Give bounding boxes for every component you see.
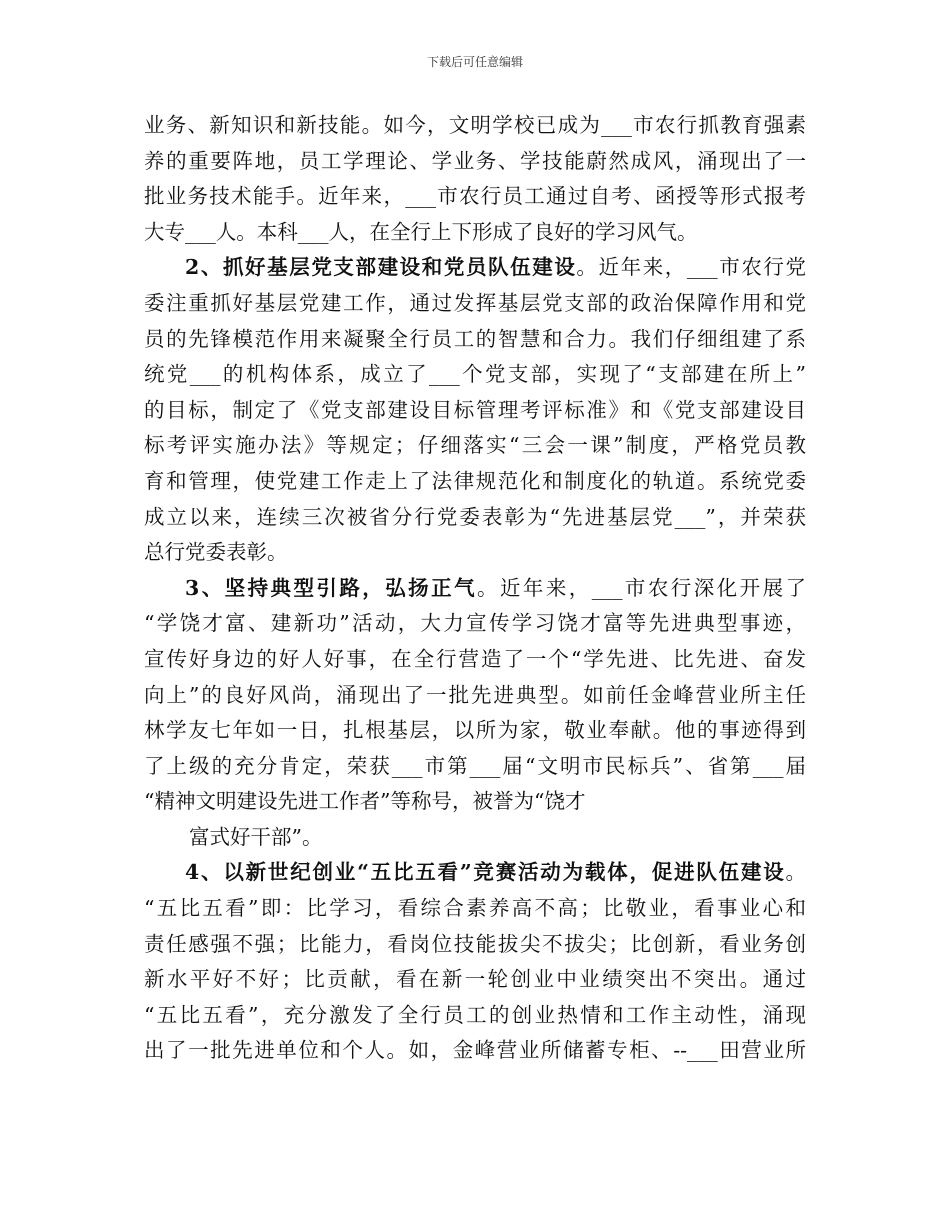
text-line: 员的先锋模范作用来凝聚全行员工的智慧和合力。我们仔细组建了系 (144, 326, 806, 351)
text-line: 委注重抓好基层党建工作，通过发挥基层党支部的政治保障作用和党 (144, 290, 806, 315)
text-line: 责任感强不强；比能力，看岗位技能拔尖不拔尖；比创新，看业务创 (144, 931, 806, 956)
text-line: “学饶才富、建新功”活动，大力宣传学习饶才富等先进典型事迹， (144, 611, 806, 636)
section-heading-2: 2、抓好基层党支部建设和党员队伍建设 (185, 255, 577, 280)
section-heading-rest: 。近年来，___市农行党 (576, 255, 806, 280)
text-line: 育和管理，使党建工作走上了法律规范化和制度化的轨道。系统党委 (144, 468, 806, 493)
section-heading-3: 3、坚持典型引路，弘扬正气 (185, 575, 478, 600)
text-line: 批业务技术能手。近年来，___市农行员工通过自考、函授等形式报考 (144, 184, 806, 209)
text-line: 成立以来，连续三次被省分行党委表彰为“先进基层党___”，并荣获 (144, 504, 806, 529)
section-heading-4: 4、以新世纪创业“五比五看”竞赛活动为载体，促进队伍建设 (185, 860, 786, 885)
text-line: 宣传好身边的好人好事，在全行营造了一个“学先进、比先进、奋发 (144, 646, 806, 671)
section-heading-line (144, 855, 806, 891)
text-line: 新水平好不好；比贡献，看在新一轮创业中业绩突出不突出。通过 (144, 967, 806, 992)
section-heading-line (144, 571, 806, 607)
text-line: 林学友七年如一日，扎根基层，以所为家，敬业奉献。他的事迹得到 (144, 718, 806, 743)
page-header: 下载后可任意编辑 (426, 55, 523, 69)
text-line: 富式好干部”。 (189, 824, 323, 849)
text-line: “五比五看”即：比学习，看综合素养高不高；比敬业，看事业心和 (144, 896, 806, 921)
section-heading-rest: 。近年来，___市农行深化开展了 (477, 575, 806, 600)
text-line: 总行党委表彰。 (144, 540, 288, 565)
text-line: 统党___的机构体系，成立了___个党支部，实现了“支部建在所上” (144, 362, 806, 387)
text-line: “五比五看”，充分激发了全行员工的创业热情和工作主动性，涌现 (144, 1002, 806, 1027)
text-line: 出了一批先进单位和个人。如，金峰营业所储蓄专柜、--___田营业所 (144, 1038, 806, 1063)
section-heading-rest: 。 (785, 860, 806, 885)
text-line: 的目标，制定了《党支部建设目标管理考评标准》和《党支部建设目 (144, 397, 806, 422)
text-line: 业务、新知识和新技能。如今，文明学校已成为___市农行抓教育强素 (144, 113, 806, 137)
document-body (144, 108, 806, 1069)
text-line: 了上级的充分肯定，荣获___市第___届“文明市民标兵”、省第___届 (144, 753, 806, 778)
section-heading-line (144, 250, 806, 286)
text-line: “精神文明建设先进工作者”等称号，被誉为“饶才 (144, 789, 586, 814)
text-line: 标考评实施办法》等规定；仔细落实“三会一课”制度，严格党员教 (144, 433, 806, 458)
text-line: 大专___人。本科___人，在全行上下形成了良好的学习风气。 (144, 219, 698, 244)
text-line: 向上”的良好风尚，涌现出了一批先进典型。如前任金峰营业所主任 (144, 682, 806, 707)
text-line: 养的重要阵地，员工学理论、学业务、学技能蔚然成风，涌现出了一 (144, 148, 806, 173)
